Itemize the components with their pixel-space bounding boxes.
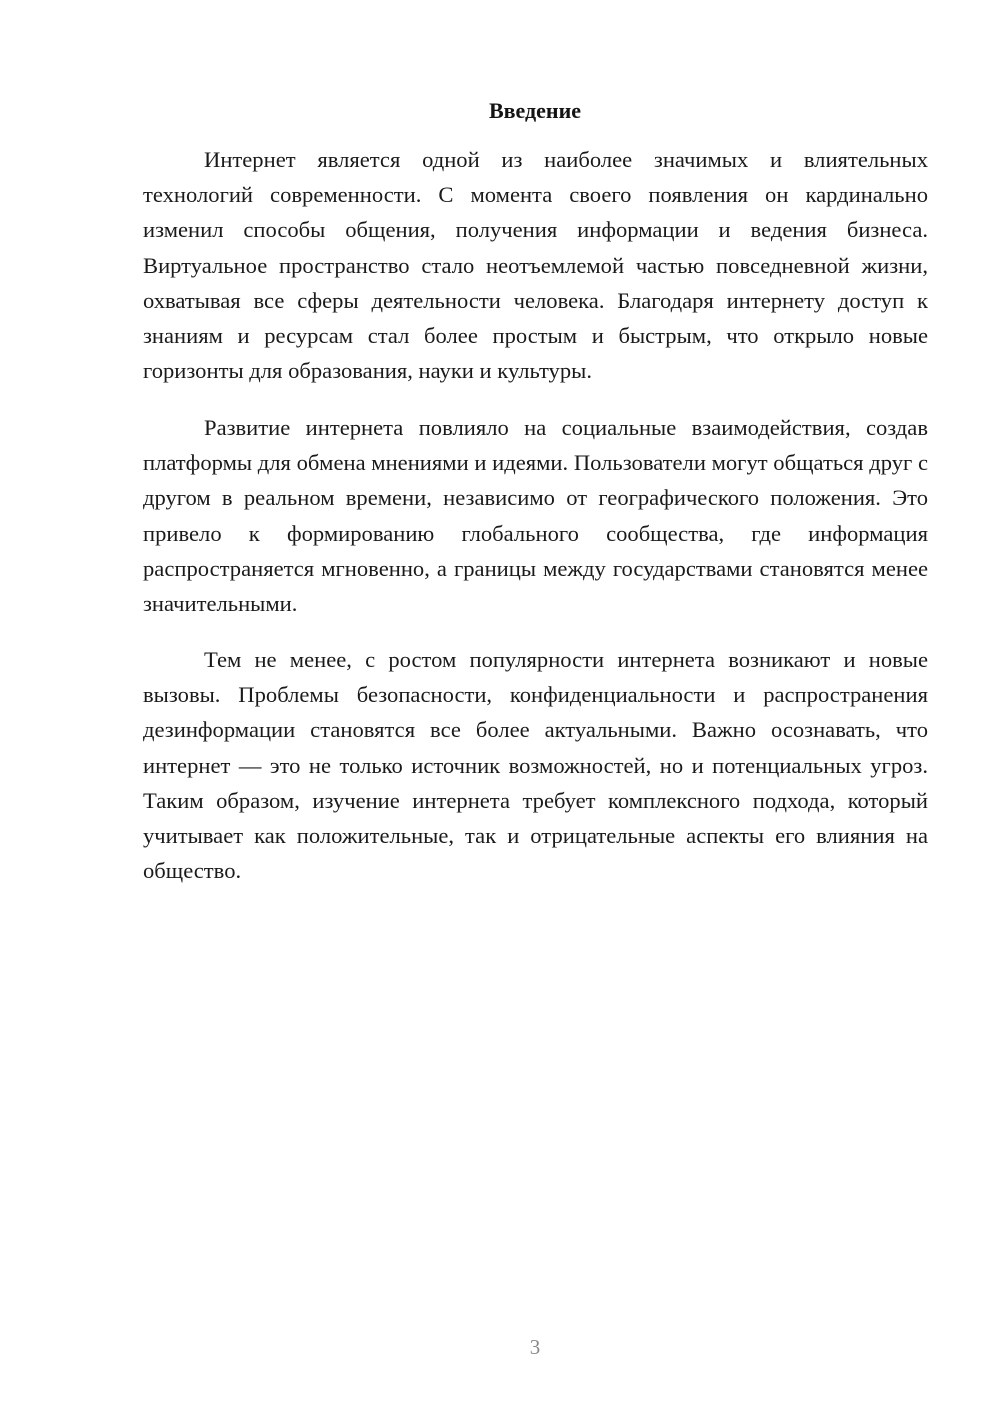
paragraph-3: Тем не менее, с ростом популярности интернета возникают и новые вызовы. Проблемы безопасности, конфиденциальности и распространения дезинформации становятся все более актуальными. Важно осознавать, что интернет — это не только источник возможностей, но и потенциальных угроз. Таким образом, изучение интернета требует комплексного подхода, который учитывает как положительные, так и отрицательные аспекты его влияния на общество.: [143, 647, 928, 884]
paragraph-2: Развитие интернета повлияло на социальные взаимодействия, создав платформы для обмена мнениями и идеями. Пользователи могут общаться друг с другом в реальном времени, независимо от географического положения. Это привело к формированию глобального сообщества, где информация распространяется мгновенно, а границы между государствами становятся менее значительными.: [143, 415, 928, 617]
section-title: Введение: [488, 98, 582, 123]
page-number: 3: [529, 1335, 541, 1359]
paragraph-1: Интернет является одной из наиболее значимых и влиятельных технологий современности. С момента своего появления он кардинально изменил способы общения, получения информации и ведения бизнеса. Виртуальное пространство стало неотъемлемой частью повседневной жизни, охватывая все сферы деятельности человека. Благодаря интернету доступ к знаниям и ресурсам стал более простым и быстрым, что открыло новые горизонты для образования, науки и культуры.: [143, 147, 928, 384]
